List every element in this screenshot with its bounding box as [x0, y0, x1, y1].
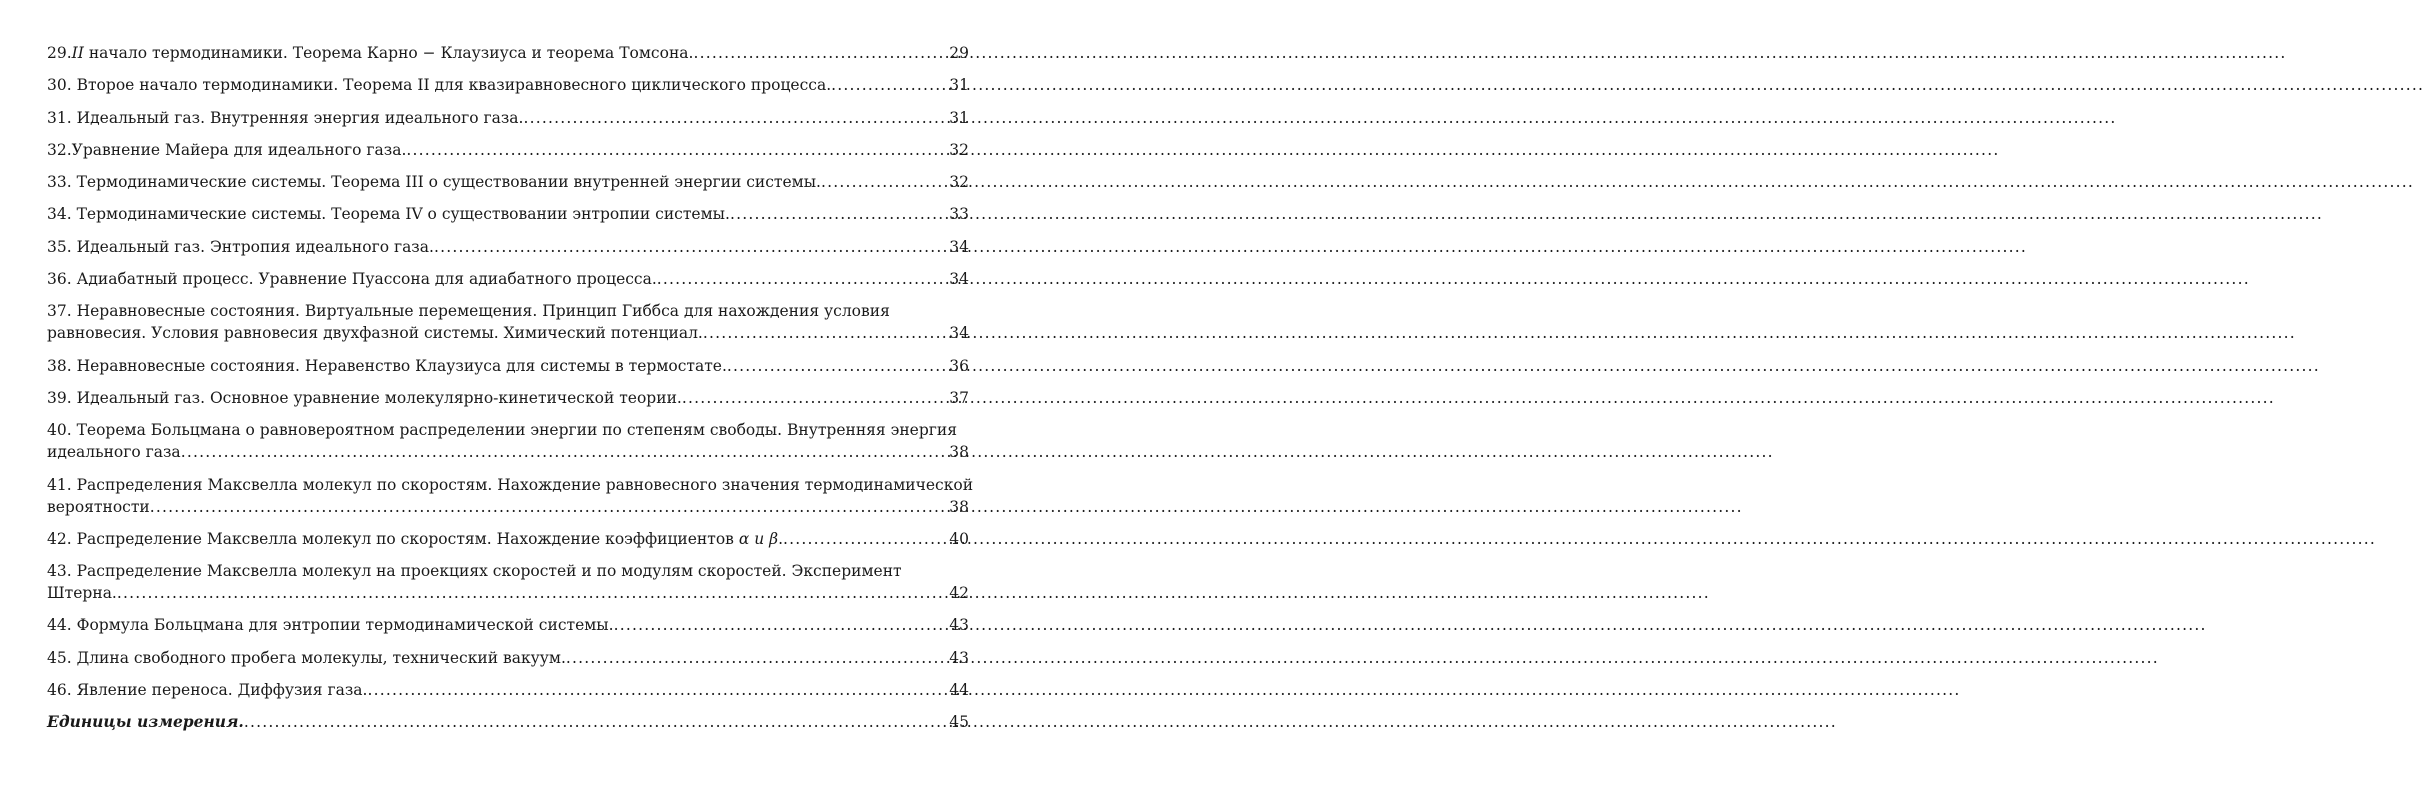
toc-number: 41.	[47, 475, 72, 494]
dot-leader	[703, 322, 948, 344]
toc-title-line1: Теорема Больцмана о равновероятном распределении энергии по степеням свободы. Внутренняя энергия	[76, 421, 957, 440]
dot-leader	[821, 171, 948, 193]
toc-entry-46[interactable]	[47, 679, 969, 701]
dot-leader	[783, 528, 948, 550]
dot-leader	[181, 441, 949, 463]
toc-title: Штерна.	[47, 584, 117, 603]
toc-number: 46.	[47, 681, 72, 700]
toc-page-number: 38	[949, 443, 969, 462]
toc-title-end: .	[778, 529, 784, 548]
dot-leader	[727, 355, 948, 377]
toc-entry-43[interactable]	[47, 560, 969, 604]
toc-entry-40[interactable]	[47, 419, 969, 463]
dot-leader	[150, 496, 949, 518]
toc-entry-34[interactable]	[47, 203, 969, 225]
toc-title: Единицы измерения.	[47, 712, 244, 732]
toc-page-number: 43	[949, 648, 969, 667]
toc-title: Идеальный газ. Основное уравнение молекулярно-кинетической теории.	[76, 388, 682, 407]
toc-page-number: 36	[949, 356, 969, 375]
toc-title: Адиабатный процесс. Уравнение Пуассона для адиабатного процесса.	[76, 270, 657, 289]
dot-leader	[523, 107, 948, 129]
toc-title: Явление переноса. Диффузия газа.	[76, 681, 368, 700]
toc-title: Уравнение Майера для идеального газа.	[71, 140, 407, 159]
toc-entry-45[interactable]	[47, 647, 969, 669]
toc-page-number: 31	[949, 108, 969, 127]
toc-page-number: 34	[949, 324, 969, 343]
toc-number: 37.	[47, 302, 72, 321]
toc-math: α и β	[738, 529, 779, 548]
toc-number: 31.	[47, 108, 72, 127]
toc-title: Идеальный газ. Внутренняя энергия идеального газа.	[76, 108, 524, 127]
toc-entry-38[interactable]	[47, 355, 969, 377]
toc-title: Неравновесные состояния. Неравенство Клаузиуса для системы в термостате.	[76, 356, 727, 375]
toc-entry-35[interactable]	[47, 236, 969, 258]
toc-title: Термодинамические системы. Теорема IV о существовании энтропии системы.	[76, 205, 730, 224]
toc-entry-units[interactable]	[47, 711, 969, 733]
toc-entry-39[interactable]	[47, 387, 969, 409]
toc-title: Второе начало термодинамики. Теорема II для квазиравновесного циклического процесса.	[76, 76, 832, 95]
toc-title-line1: Распределение Максвелла молекул на проекциях скоростей и по модулям скоростей. Эксперимент	[76, 562, 902, 581]
toc-title-line1: Неравновесные состояния. Виртуальные перемещения. Принцип Гиббса для нахождения условия	[76, 302, 890, 321]
toc-page-number: 34	[949, 237, 969, 256]
toc-number: 45.	[47, 648, 72, 667]
dot-leader	[566, 647, 948, 669]
toc-entry-42[interactable]	[47, 528, 969, 550]
toc-page-number: 38	[949, 497, 969, 516]
toc-number: 44.	[47, 616, 72, 635]
dot-leader	[693, 42, 948, 64]
toc-title: Распределение Максвелла молекул по скоростям. Нахождение коэффициентов	[76, 529, 739, 548]
toc-page-number: 32	[949, 173, 969, 192]
toc-entry-30[interactable]	[47, 74, 969, 96]
toc-page-number: 32	[949, 140, 969, 159]
toc-title: Термодинамические системы. Теорема III о существовании внутренней энергии системы.	[76, 173, 821, 192]
toc-number: 38.	[47, 356, 72, 375]
toc-math: II	[71, 44, 84, 62]
toc-page-number: 31	[949, 76, 969, 95]
toc-number: 32.	[47, 140, 72, 159]
toc-title: идеального газа	[47, 443, 181, 462]
toc-title: вероятности	[47, 497, 150, 516]
toc-number: 29.	[47, 44, 72, 62]
dot-leader	[657, 268, 948, 290]
toc-entry-36[interactable]	[47, 268, 969, 290]
toc-entry-31[interactable]	[47, 107, 969, 129]
toc-page-number: 44	[949, 681, 969, 700]
toc-number: 30.	[47, 76, 72, 95]
toc-page-number: 42	[949, 584, 969, 603]
toc-entry-44[interactable]	[47, 614, 969, 636]
toc-page-number: 37	[949, 388, 969, 407]
toc-page-number: 45	[949, 713, 969, 732]
toc-number: 36.	[47, 270, 72, 289]
toc-number: 35.	[47, 237, 72, 256]
toc-number: 42.	[47, 529, 72, 548]
toc-number: 39.	[47, 388, 72, 407]
toc-entry-32[interactable]	[47, 139, 969, 161]
table-of-contents	[47, 42, 974, 744]
dot-leader	[682, 387, 948, 409]
dot-leader	[406, 139, 948, 161]
toc-page-number: 40	[949, 529, 969, 548]
toc-title: равновесия. Условия равновесия двухфазной системы. Химический потенциал.	[47, 324, 703, 343]
dot-leader	[367, 679, 948, 701]
toc-page-number: 43	[949, 616, 969, 635]
dot-leader	[117, 582, 948, 604]
toc-title: Идеальный газ. Энтропия идеального газа.	[76, 237, 434, 256]
toc-title-line1: Распределения Максвелла молекул по скоростям. Нахождение равновесного значения термодинамической	[76, 475, 974, 494]
toc-entry-37[interactable]	[47, 300, 969, 344]
dot-leader	[831, 74, 948, 96]
toc-entry-33[interactable]	[47, 171, 969, 193]
toc-title: Формула Больцмана для энтропии термодинамической системы.	[76, 616, 614, 635]
toc-number: 43.	[47, 562, 72, 581]
toc-page-number: 29	[949, 44, 969, 62]
toc-entry-41[interactable]	[47, 474, 974, 518]
dot-leader	[614, 614, 949, 636]
toc-number: 34.	[47, 205, 72, 224]
dot-leader	[434, 236, 948, 258]
toc-number: 33.	[47, 173, 72, 192]
toc-title: Длина свободного пробега молекулы, технический вакуум.	[76, 648, 566, 667]
toc-page-number: 33	[949, 205, 969, 224]
toc-title: начало термодинамики. Теорема Карно − Клаузиуса и теорема Томсона.	[83, 44, 694, 62]
toc-number: 40.	[47, 421, 72, 440]
dot-leader	[730, 203, 948, 225]
dot-leader	[244, 711, 948, 733]
toc-page-number: 34	[949, 270, 969, 289]
toc-entry-29[interactable]	[47, 42, 969, 64]
